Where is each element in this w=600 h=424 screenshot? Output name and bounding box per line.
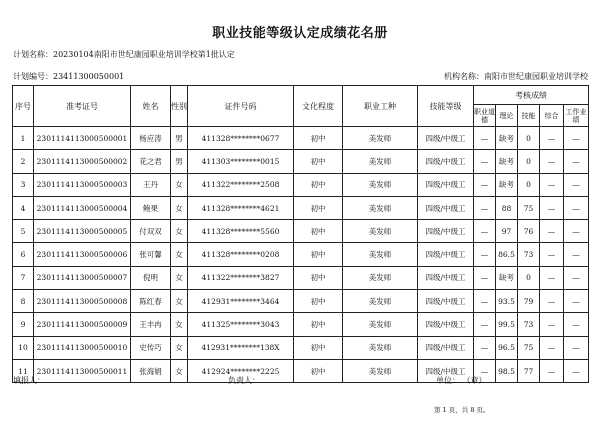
header-ticket-number: 准考证号: [34, 86, 131, 127]
cell-skill-level: 四级/中级工: [418, 196, 474, 219]
cell-theory: 97: [496, 220, 518, 243]
cell-overall: —: [540, 336, 564, 359]
cell-morals: —: [474, 127, 496, 150]
cell-performance: —: [564, 196, 589, 219]
cell-occupation: 美发师: [343, 150, 418, 173]
cell-name: 付双双: [131, 220, 171, 243]
cell-name: 王丰冉: [131, 313, 171, 336]
cell-name: 王丹: [131, 173, 171, 196]
cell-id-number: 411325********3043: [188, 313, 294, 336]
cell-ticket-number: 2301114113000500004: [34, 196, 131, 219]
cell-skill-level: 四级/中级工: [418, 336, 474, 359]
cell-morals: —: [474, 196, 496, 219]
cell-occupation: 美发师: [343, 220, 418, 243]
cell-skill-level: 四级/中级工: [418, 127, 474, 150]
score-roster-table: [12, 85, 589, 383]
header-id-number: 证件号码: [188, 86, 294, 127]
cell-overall: —: [540, 359, 564, 382]
table-row: [13, 359, 589, 382]
cell-name: 张可馨: [131, 243, 171, 266]
cell-id-number: 412924********2225: [188, 359, 294, 382]
header-theory: 理论: [496, 105, 518, 127]
responsible-label: 负责人：: [228, 376, 260, 385]
cell-ticket-number: 2301114113000500006: [34, 243, 131, 266]
table-row: [13, 336, 589, 359]
header-morals: 职业道德: [474, 105, 496, 127]
cell-occupation: 美发师: [343, 196, 418, 219]
cell-skill-level: 四级/中级工: [418, 173, 474, 196]
header-overall: 综合: [540, 105, 564, 127]
cell-skill: 0: [518, 127, 540, 150]
cell-performance: —: [564, 127, 589, 150]
cell-skill-level: 四级/中级工: [418, 220, 474, 243]
cell-morals: —: [474, 313, 496, 336]
cell-skill: 73: [518, 243, 540, 266]
cell-seq: 9: [13, 313, 34, 336]
cell-skill: 75: [518, 336, 540, 359]
cell-ticket-number: 2301114113000500008: [34, 290, 131, 313]
cell-education: 初中: [294, 243, 343, 266]
cell-skill-level: 四级/中级工: [418, 359, 474, 382]
table-row: [13, 290, 589, 313]
cell-occupation: 美发师: [343, 313, 418, 336]
cell-gender: 男: [171, 127, 188, 150]
cell-seq: 2: [13, 150, 34, 173]
header-skill-level: 技能等级: [418, 86, 474, 127]
cell-gender: 女: [171, 266, 188, 289]
table-row: [13, 220, 589, 243]
cell-gender: 女: [171, 220, 188, 243]
cell-morals: —: [474, 266, 496, 289]
cell-performance: —: [564, 313, 589, 336]
cell-theory: 93.5: [496, 290, 518, 313]
cell-id-number: 411328********0677: [188, 127, 294, 150]
cell-theory: 96.5: [496, 336, 518, 359]
cell-id-number: 411303********0015: [188, 150, 294, 173]
cell-theory: 88: [496, 196, 518, 219]
cell-performance: —: [564, 359, 589, 382]
cell-ticket-number: 2301114113000500007: [34, 266, 131, 289]
cell-skill: 0: [518, 150, 540, 173]
cell-gender: 女: [171, 290, 188, 313]
cell-performance: —: [564, 336, 589, 359]
page-indicator: 第 1 页，共 8 页。: [434, 406, 490, 414]
document-title: 职业技能等级认定成绩花名册: [212, 26, 388, 41]
cell-gender: 女: [171, 336, 188, 359]
cell-theory: 98.5: [496, 359, 518, 382]
cell-seq: 11: [13, 359, 34, 382]
table-row: [13, 127, 589, 150]
header-gender: 性别: [171, 86, 188, 127]
cell-morals: —: [474, 359, 496, 382]
cell-seq: 8: [13, 290, 34, 313]
cell-education: 初中: [294, 266, 343, 289]
cell-skill-level: 四级/中级工: [418, 150, 474, 173]
cell-gender: 女: [171, 196, 188, 219]
cell-overall: —: [540, 196, 564, 219]
cell-name: 陈红春: [131, 290, 171, 313]
cell-overall: —: [540, 173, 564, 196]
cell-morals: —: [474, 243, 496, 266]
cell-gender: 女: [171, 243, 188, 266]
organization-name: 机构名称：南阳市世纪康园职业培训学校: [444, 72, 588, 81]
cell-morals: —: [474, 220, 496, 243]
cell-seq: 5: [13, 220, 34, 243]
cell-morals: —: [474, 290, 496, 313]
cell-education: 初中: [294, 313, 343, 336]
cell-seq: 6: [13, 243, 34, 266]
cell-id-number: 411322********2508: [188, 173, 294, 196]
cell-skill: 0: [518, 266, 540, 289]
cell-occupation: 美发师: [343, 336, 418, 359]
cell-overall: —: [540, 220, 564, 243]
cell-id-number: 411328********4621: [188, 196, 294, 219]
cell-overall: —: [540, 127, 564, 150]
cell-skill: 77: [518, 359, 540, 382]
cell-performance: —: [564, 220, 589, 243]
cell-name: 张海娟: [131, 359, 171, 382]
cell-ticket-number: 2301114113000500005: [34, 220, 131, 243]
cell-morals: —: [474, 173, 496, 196]
cell-seq: 7: [13, 266, 34, 289]
cell-ticket-number: 2301114113000500009: [34, 313, 131, 336]
cell-education: 初中: [294, 173, 343, 196]
cell-theory: 缺考: [496, 266, 518, 289]
cell-skill: 0: [518, 173, 540, 196]
cell-gender: 男: [171, 150, 188, 173]
cell-occupation: 美发师: [343, 243, 418, 266]
cell-ticket-number: 2301114113000500003: [34, 173, 131, 196]
header-performance: 工作业绩: [564, 105, 589, 127]
cell-education: 初中: [294, 127, 343, 150]
cell-performance: —: [564, 290, 589, 313]
cell-theory: 缺考: [496, 150, 518, 173]
cell-seq: 3: [13, 173, 34, 196]
cell-overall: —: [540, 313, 564, 336]
cell-theory: 缺考: [496, 127, 518, 150]
cell-name: 鲍果: [131, 196, 171, 219]
cell-seq: 10: [13, 336, 34, 359]
table-row: [13, 196, 589, 219]
cell-skill: 76: [518, 220, 540, 243]
cell-gender: 女: [171, 173, 188, 196]
header-scores: 考核成绩: [474, 86, 589, 105]
table-row: [13, 243, 589, 266]
cell-skill-level: 四级/中级工: [418, 290, 474, 313]
cell-name: 杨应涛: [131, 127, 171, 150]
cell-id-number: 411328********0208: [188, 243, 294, 266]
header-seq: 序号: [13, 86, 34, 127]
header-name: 姓名: [131, 86, 171, 127]
cell-education: 初中: [294, 336, 343, 359]
cell-id-number: 412931********138X: [188, 336, 294, 359]
table-row: [13, 313, 589, 336]
cell-theory: 99.5: [496, 313, 518, 336]
cell-skill: 73: [518, 313, 540, 336]
table-row: [13, 173, 589, 196]
plan-number: 计划编号：23411300050001: [13, 72, 125, 81]
cell-skill-level: 四级/中级工: [418, 266, 474, 289]
cell-gender: 女: [171, 359, 188, 382]
cell-theory: 86.5: [496, 243, 518, 266]
cell-ticket-number: 2301114113000500011: [34, 359, 131, 382]
cell-skill-level: 四级/中级工: [418, 243, 474, 266]
cell-overall: —: [540, 150, 564, 173]
cell-education: 初中: [294, 359, 343, 382]
cell-education: 初中: [294, 220, 343, 243]
unit-stamp-label: 单位： （章）: [436, 376, 487, 385]
cell-name: 倪明: [131, 266, 171, 289]
cell-occupation: 美发师: [343, 127, 418, 150]
cell-performance: —: [564, 243, 589, 266]
cell-performance: —: [564, 266, 589, 289]
filler-label: 填报人：: [13, 376, 45, 385]
cell-occupation: 美发师: [343, 266, 418, 289]
cell-morals: —: [474, 336, 496, 359]
cell-occupation: 美发师: [343, 359, 418, 382]
cell-ticket-number: 2301114113000500002: [34, 150, 131, 173]
cell-seq: 4: [13, 196, 34, 219]
cell-overall: —: [540, 243, 564, 266]
cell-seq: 1: [13, 127, 34, 150]
cell-performance: —: [564, 173, 589, 196]
cell-ticket-number: 2301114113000500001: [34, 127, 131, 150]
cell-occupation: 美发师: [343, 173, 418, 196]
cell-theory: 缺考: [496, 173, 518, 196]
cell-id-number: 411328********5560: [188, 220, 294, 243]
header-occupation: 职业工种: [343, 86, 418, 127]
cell-skill: 75: [518, 196, 540, 219]
cell-name: 史传巧: [131, 336, 171, 359]
header-skill: 技能: [518, 105, 540, 127]
cell-skill: 79: [518, 290, 540, 313]
cell-skill-level: 四级/中级工: [418, 313, 474, 336]
cell-ticket-number: 2301114113000500010: [34, 336, 131, 359]
cell-education: 初中: [294, 196, 343, 219]
cell-education: 初中: [294, 150, 343, 173]
plan-name: 计划名称：20230104南阳市世纪康园职业培训学校第1批认定: [13, 50, 235, 59]
cell-id-number: 412931********3464: [188, 290, 294, 313]
table-row: [13, 150, 589, 173]
cell-overall: —: [540, 290, 564, 313]
cell-name: 花之君: [131, 150, 171, 173]
cell-education: 初中: [294, 290, 343, 313]
cell-gender: 女: [171, 313, 188, 336]
cell-morals: —: [474, 150, 496, 173]
header-education: 文化程度: [294, 86, 343, 127]
cell-occupation: 美发师: [343, 290, 418, 313]
cell-overall: —: [540, 266, 564, 289]
table-row: [13, 266, 589, 289]
cell-id-number: 411322********3827: [188, 266, 294, 289]
cell-performance: —: [564, 150, 589, 173]
